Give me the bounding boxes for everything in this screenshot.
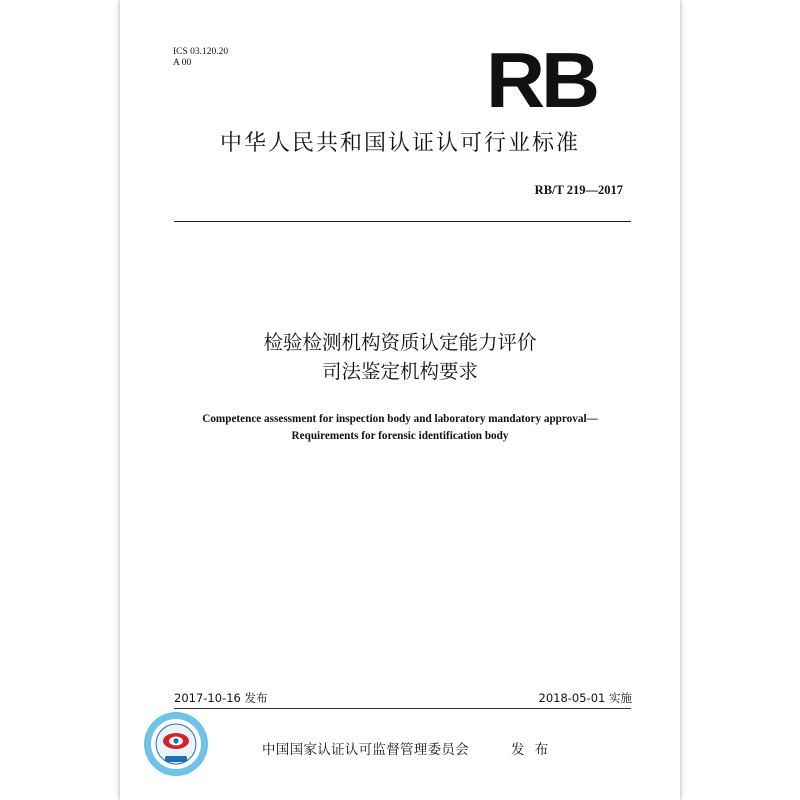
standard-category-title: 中华人民共和国认证认可行业标准 — [219, 131, 580, 156]
issue-date: 2017-10-16 发布 — [174, 691, 268, 705]
chinese-title-line-2: 司法鉴定机构要求 — [321, 360, 478, 383]
english-title-line-1: Competence assessment for inspection body and laboratory mandatory approval— — [202, 413, 598, 425]
english-title — [120, 411, 680, 445]
english-title-line-2: Requirements for forensic identification body — [291, 430, 509, 442]
issuing-authority: 中国国家认证认可监督管理委员会 — [262, 742, 469, 758]
chinese-title-line-1: 检验检测机构资质认定能力评价 — [263, 331, 537, 354]
implementation-date: 2018-05-01 实施 — [538, 691, 632, 705]
chinese-title — [120, 328, 680, 386]
bottom-divider — [174, 708, 631, 709]
standard-cover-page — [120, 0, 680, 800]
rb-logo: RB — [486, 36, 596, 124]
issuing-action: 发 布 — [511, 742, 552, 758]
ccs-code: A 00 — [173, 58, 192, 68]
anti-counterfeit-seal-icon — [142, 710, 210, 778]
ics-code: ICS 03.120.20 — [173, 47, 229, 57]
top-divider — [174, 221, 631, 222]
classification-codes — [173, 47, 228, 69]
standard-number: RB/T 219—2017 — [534, 183, 623, 197]
